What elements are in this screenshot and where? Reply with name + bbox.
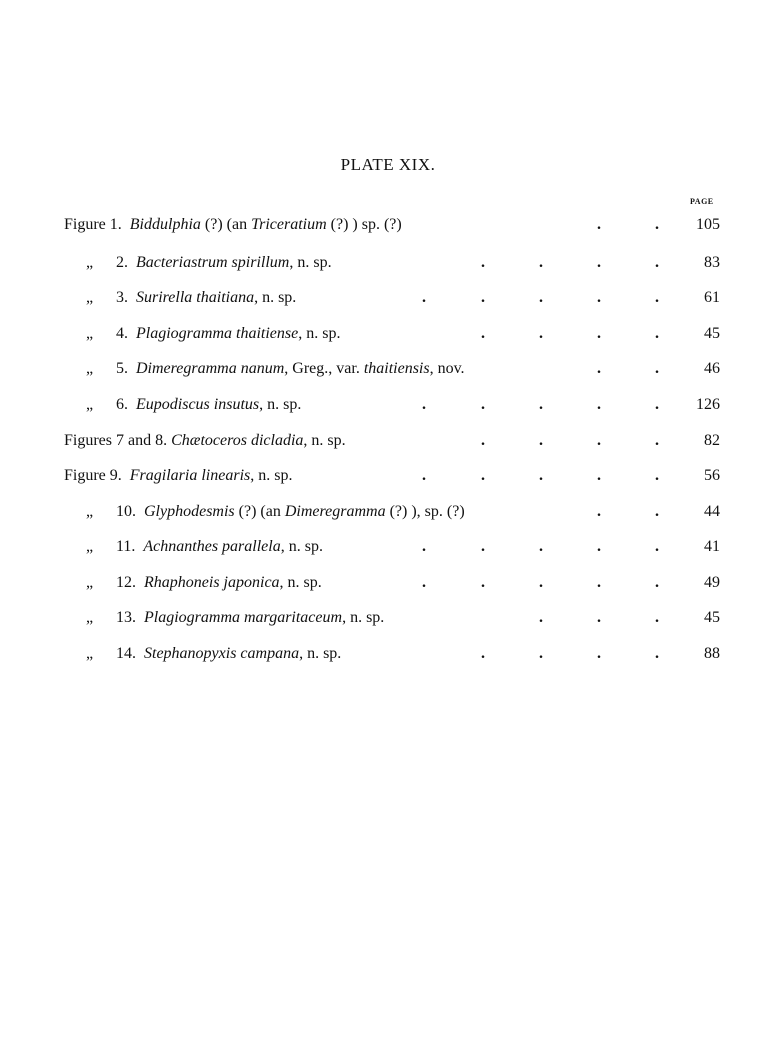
ditto-mark: „ [86,289,94,306]
figure-entry-row [0,286,776,310]
entry-descriptor: , n. sp. [299,645,342,662]
dot-leaders [0,535,776,559]
page-number: 45 [704,325,720,342]
page-number: 126 [696,396,720,413]
page-number: 46 [704,360,720,377]
ditto-mark: „ [86,574,94,591]
leader-dot: . [422,289,426,306]
figure-number: 9. [109,467,122,484]
leader-dot: . [655,432,659,449]
leader-dot: . [539,432,543,449]
page-number: 49 [704,574,720,591]
dot-leaders [0,606,776,630]
page-number: 56 [704,467,720,484]
dot-leaders [0,642,776,666]
leader-dot: . [597,216,601,233]
leader-dot: . [422,396,426,413]
ditto-mark: „ [86,538,94,555]
leader-dot: . [655,538,659,555]
ditto-mark: „ [86,609,94,626]
dot-leaders [0,500,776,524]
species-name: Achnanthes parallela [143,538,281,555]
entry-descriptor: , n. sp. [303,432,346,449]
species-name: Chætoceros dicladia [171,432,304,449]
leader-dot: . [481,432,485,449]
leader-dot: . [655,360,659,377]
leader-dot: . [597,432,601,449]
entry-descriptor-alt: , nov. [429,360,465,377]
leader-dot: . [655,503,659,520]
leader-dot: . [597,467,601,484]
leader-dot: . [655,645,659,662]
leader-dot: . [597,503,601,520]
leader-dot: . [539,538,543,555]
entry-descriptor-alt: (?) ) sp. (?) [326,216,402,233]
leader-dot: . [481,467,485,484]
leader-dot: . [539,325,543,342]
leader-dot: . [597,538,601,555]
leader-dot: . [481,254,485,271]
ditto-mark: „ [86,360,94,377]
ditto-mark: „ [86,645,94,662]
figure-entry-row [0,393,776,417]
page-number: 45 [704,609,720,626]
figure-number: 3. [116,289,128,306]
leader-dot: . [597,645,601,662]
species-name: Stephanopyxis campana [144,645,300,662]
ditto-mark: „ [86,325,94,342]
dot-leaders [0,393,776,417]
species-name: Eupodiscus insutus [136,396,260,413]
dot-leaders [0,464,776,488]
entry-descriptor: , n. sp. [289,254,332,271]
leader-dot: . [655,254,659,271]
leader-dot: . [597,609,601,626]
species-name-alt: Triceratium [251,216,327,233]
leader-dot: . [539,396,543,413]
figure-number: 2. [116,254,128,271]
leader-dot: . [481,325,485,342]
page-title: PLATE XIX. [340,155,436,174]
species-name: Biddulphia [129,216,201,233]
figure-number: 5. [116,360,128,377]
leader-dot: . [655,216,659,233]
entry-descriptor: , Greg., var. [284,360,364,377]
entry-descriptor: , n. sp. [298,325,341,342]
figure-entry-row [0,571,776,595]
species-name: Plagiogramma thaitiense [136,325,299,342]
leader-dot: . [422,574,426,591]
entry-prefix: Figures 7 and 8. [64,432,168,449]
dot-leaders [0,322,776,346]
leader-dot: . [422,467,426,484]
leader-dot: . [655,396,659,413]
entry-descriptor: , n. sp. [250,467,293,484]
page-number: 83 [704,254,720,271]
entry-descriptor: , n. sp. [279,574,322,591]
dot-leaders [0,357,776,381]
page-number: 88 [704,645,720,662]
entry-descriptor: (?) (an [200,216,252,233]
leader-dot: . [539,609,543,626]
figure-entry-row [0,251,776,275]
dot-leaders [0,286,776,310]
entry-descriptor: , n. sp. [259,396,302,413]
leader-dot: . [597,325,601,342]
dot-leaders [0,251,776,275]
page-number: 82 [704,432,720,449]
figure-entry-row [0,500,776,524]
ditto-mark: „ [86,254,94,271]
entry-descriptor-alt: (?) ), sp. (?) [385,503,465,520]
species-name: Surirella thaitiana [136,289,255,306]
entry-prefix: Figure [64,216,106,233]
leader-dot: . [655,325,659,342]
ditto-mark: „ [86,503,94,520]
species-name: Glyphodesmis [144,503,235,520]
leader-dot: . [539,645,543,662]
figure-number: 12. [116,574,136,591]
figure-number: 13. [116,609,136,626]
page-number: 61 [704,289,720,306]
leader-dot: . [597,574,601,591]
page-number: 44 [704,503,720,520]
dot-leaders [0,429,776,453]
figure-entry-row [0,322,776,346]
leader-dot: . [539,574,543,591]
species-name: Rhaphoneis japonica [144,574,280,591]
species-name: Plagiogramma margaritaceum [144,609,343,626]
page-number: 41 [704,538,720,555]
dot-leaders [0,571,776,595]
entry-descriptor: , n. sp. [342,609,385,626]
leader-dot: . [481,538,485,555]
leader-dot: . [481,645,485,662]
leader-dot: . [539,289,543,306]
species-name-alt: Dimeregramma [284,503,386,520]
leader-dot: . [539,467,543,484]
leader-dot: . [597,360,601,377]
leader-dot: . [655,467,659,484]
leader-dot: . [597,396,601,413]
figure-number: 10. [116,503,136,520]
figure-entry-row [0,535,776,559]
leader-dot: . [597,289,601,306]
figure-number: 4. [116,325,128,342]
page-column-header: PAGE [690,197,714,206]
leader-dot: . [422,538,426,555]
figure-number: 11. [116,538,136,555]
figure-entry-row [0,357,776,381]
dot-leaders [0,213,776,237]
figure-number: 6. [116,396,128,413]
figure-number: 14. [116,645,136,662]
species-name: Fragilaria linearis [129,467,251,484]
leader-dot: . [655,609,659,626]
page-number: 105 [696,216,720,233]
leader-dot: . [539,254,543,271]
figure-entry-row [0,606,776,630]
leader-dot: . [597,254,601,271]
entry-descriptor: (?) (an [234,503,285,520]
species-name: Dimeregramma nanum [136,360,285,377]
figure-entry-row [0,642,776,666]
figure-entry-row [0,213,776,237]
figure-number: 1. [109,216,122,233]
species-name: Bacteriastrum spirillum [136,254,290,271]
leader-dot: . [655,574,659,591]
species-name-alt: thaitiensis [363,360,430,377]
entry-prefix: Figure [64,467,106,484]
figure-entry-row [0,464,776,488]
entry-descriptor: , n. sp. [280,538,323,555]
entry-descriptor: , n. sp. [254,289,297,306]
leader-dot: . [481,574,485,591]
leader-dot: . [481,289,485,306]
leader-dot: . [655,289,659,306]
ditto-mark: „ [86,396,94,413]
figure-entry-row [0,429,776,453]
leader-dot: . [481,396,485,413]
